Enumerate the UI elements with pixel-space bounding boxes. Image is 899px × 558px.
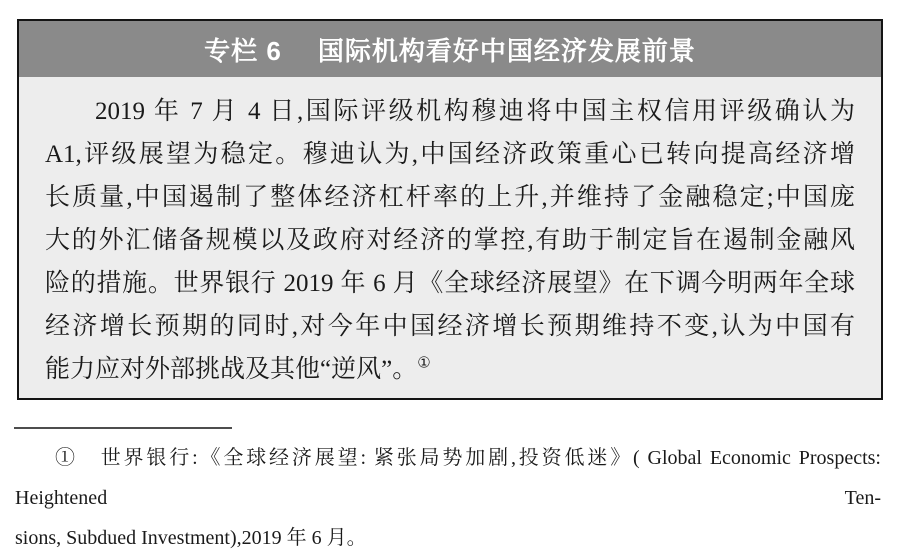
paragraph-line: A1,评级展望为稳定。穆迪认为,中国经济政策重心已转向提高经济增 xyxy=(45,141,855,168)
footnote-line: sions, Subdued Investment),2019 年 6 月。 xyxy=(15,527,367,549)
paragraph-line: 大的外汇储备规模以及政府对经济的掌控,有助于制定旨在遏制金融风 xyxy=(45,227,855,254)
footnote-line: ① 世界银行:《全球经济展望: 紧张局势加剧,投资低迷》( Global Economic Prospects: Heightened Ten- xyxy=(15,447,881,509)
paragraph-line: 2019 年 7 月 4 日,国际评级机构穆迪将中国主权信用评级确认为 xyxy=(95,98,855,125)
column-box-label: 专栏 6 xyxy=(204,35,282,66)
footnote xyxy=(15,438,881,558)
paragraph-line xyxy=(45,348,855,391)
paragraph-line: 经济增长预期的同时,对今年中国经济增长预期维持不变,认为中国有 xyxy=(45,313,855,340)
column-box-title: 国际机构看好中国经济发展前景 xyxy=(317,35,696,66)
column-box-body xyxy=(19,77,881,398)
paragraph-line-text: 能力应对外部挑战及其他“逆风”。 xyxy=(45,356,418,383)
footnote-reference-marker: ① xyxy=(417,355,431,372)
footnote-divider xyxy=(14,427,232,429)
column-box-header xyxy=(19,21,881,77)
paragraph-line: 长质量,中国遏制了整体经济杠杆率的上升,并维持了金融稳定;中国庞 xyxy=(45,184,855,211)
column-box xyxy=(17,19,883,400)
paragraph-line: 险的措施。世界银行 2019 年 6 月《全球经济展望》在下调今明两年全球 xyxy=(45,270,855,297)
